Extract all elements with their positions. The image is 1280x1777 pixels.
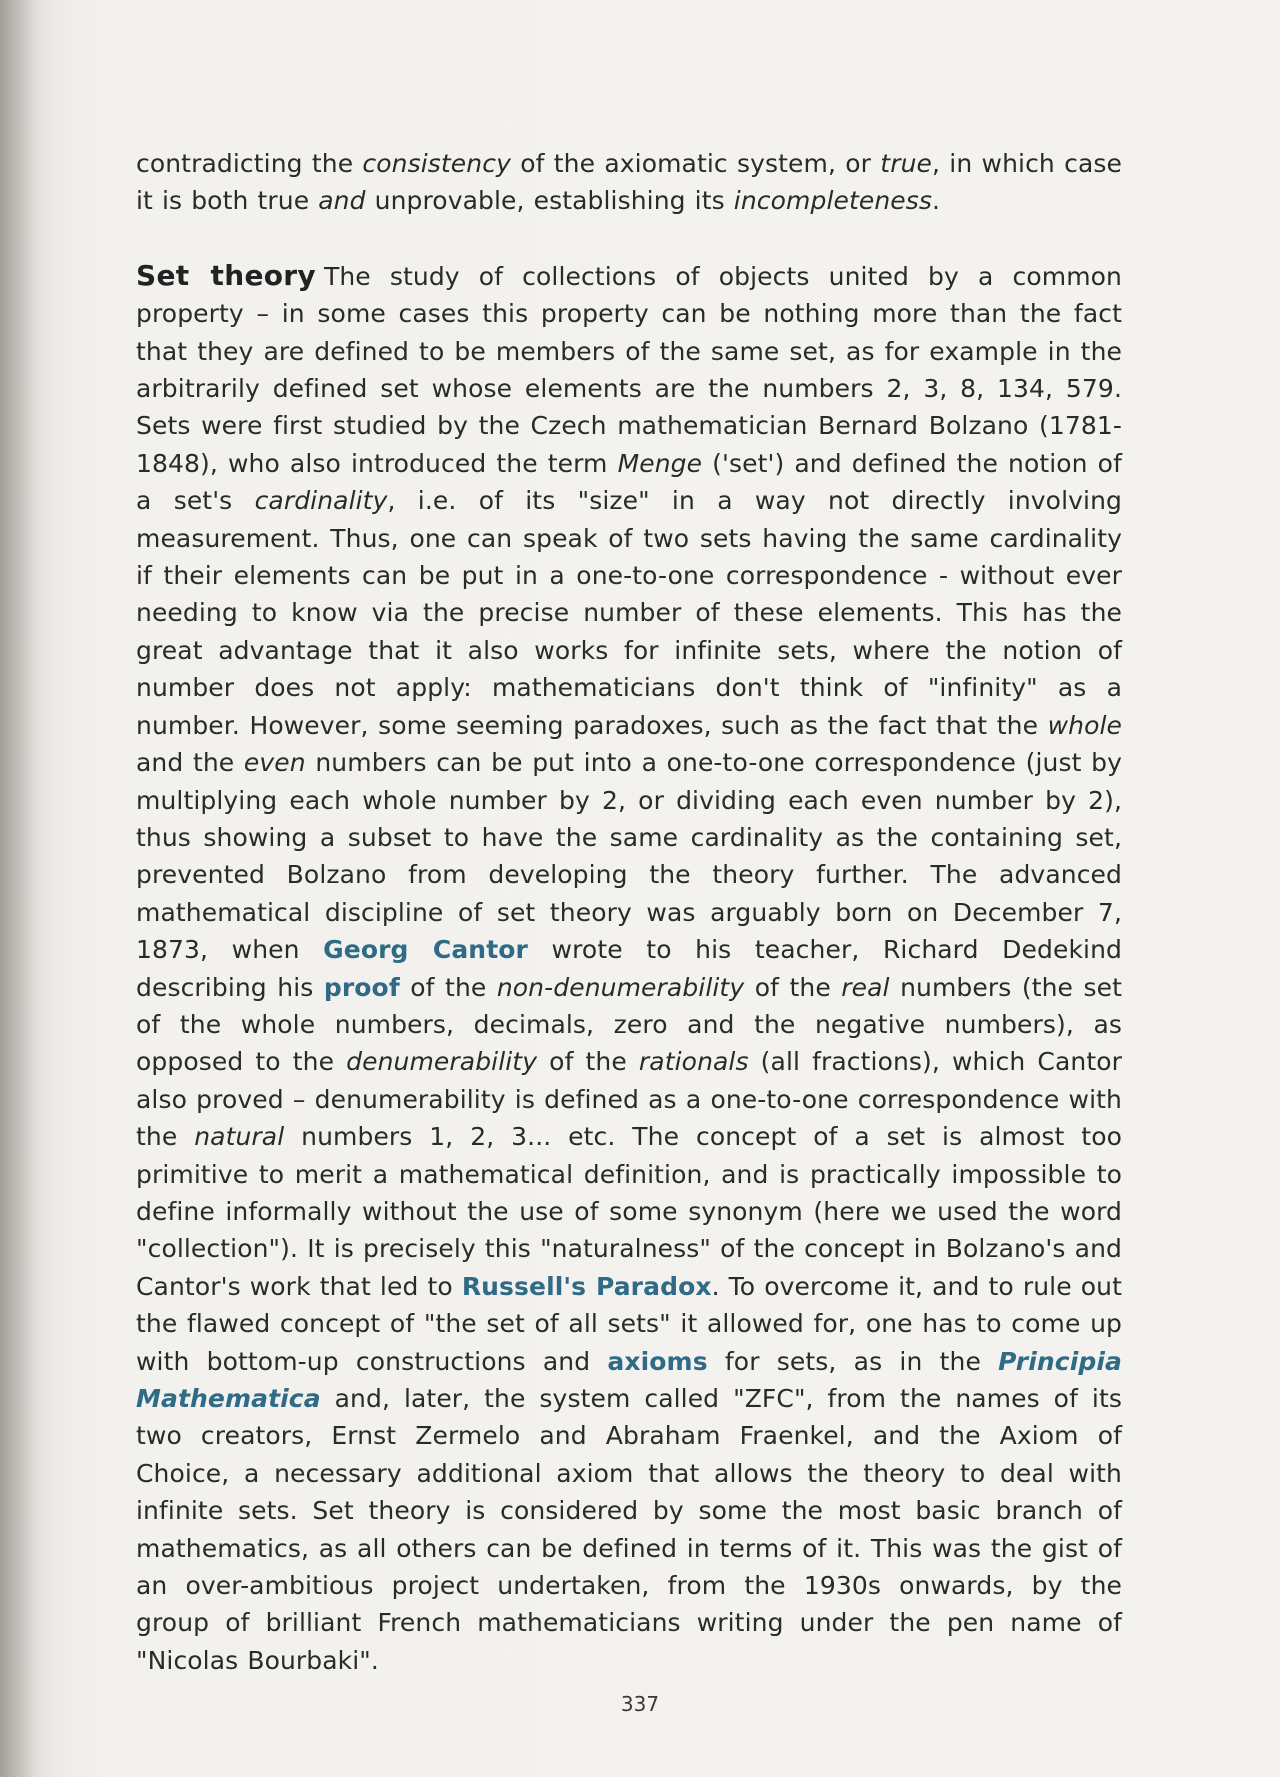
entry-text: of the <box>744 972 842 1002</box>
intro-text: unprovable, establishing its <box>365 186 734 216</box>
entry-text: , i.e. of its "size" in a way not directly involving measurement. Thus, one can speak of two sets having the same cardinality if their elements can be put in a one-to-one correspondence - without ever needing to know via the precise number of these elements. This has the great advantage that it also works for infinite sets, where the notion of number does not apply: mathematicians don't think of "infinity" as a number. However, some seeming paradoxes, such as the fact that the <box>136 486 1122 740</box>
intro-text: contradicting the <box>136 149 363 178</box>
intro-paragraph <box>136 145 1122 220</box>
intro-text: of the axiomatic system, or <box>510 149 881 178</box>
entry-text: and, later, the system called "ZFC", from the names of its two creators, Ernst Zermelo and Abraham Fraenkel, and the Axiom of Choice, a necessary additional axiom that allows the theory to deal with infinite sets. Set theory is considered by some the most basic branch of mathematics, as all others can be defined in terms of it. This was the gist of an over-ambitious project undertaken, from the 1930s onwards, by the group of brilliant French mathematicians writing under the pen name of "Nicolas Bourbaki". <box>136 1384 1122 1675</box>
xref-axioms[interactable]: axioms <box>607 1346 708 1376</box>
entry-text: (all fractions), which Cantor also proved – denumerability is defined as a one-to-one correspondence with the <box>136 1047 1122 1152</box>
entry-text: for sets, as in the <box>707 1346 999 1376</box>
entry-text: wrote to his teacher, Richard Dedekind describing his <box>136 935 1122 1002</box>
entry-text: ('set') and defined the notion of a set's <box>136 448 1122 516</box>
entry-italic-denumerability: denumerability <box>346 1047 538 1077</box>
intro-italic-incompleteness: incompleteness <box>733 186 933 216</box>
intro-text: . <box>932 186 941 216</box>
entry-italic-natural: natural <box>194 1122 285 1152</box>
entry-italic-even: even <box>243 748 306 778</box>
entry-text: numbers 1, 2, 3... etc. The concept of a set is almost too primitive to merit a mathematical definition, and is practically impossible to define informally without the use of some synonym (here we used the word "collection"). It is precisely this "naturalness" of the concept in Bolzano's and Cantor's work that led to <box>136 1122 1122 1301</box>
intro-italic-and: and <box>318 186 366 216</box>
entry-italic-menge: Menge <box>617 448 703 478</box>
page-number: 337 <box>620 1692 660 1716</box>
xref-proof[interactable]: proof <box>323 972 400 1002</box>
entry-text: numbers (the set of the whole numbers, decimals, zero and the negative numbers), as opposed to the <box>136 972 1123 1077</box>
intro-text: , in which case it is both true <box>136 149 1122 216</box>
entry-text: . To overcome it, and to rule out the flawed concept of "the set of all sets" it allowed for, one has to come up with bottom-up constructions and <box>136 1271 1122 1376</box>
xref-principia-mathematica[interactable]: Principia Mathematica <box>136 1346 1122 1413</box>
entry-italic-non-denumerability: non-denumerability <box>496 972 745 1002</box>
set-theory-entry <box>136 257 1122 1679</box>
entry-italic-cardinality: cardinality <box>254 486 388 516</box>
entry-text: numbers can be put into a one-to-one correspondence (just by multiplying each whole number by 2, or dividing each even number by 2), thus showing a subset to have the same cardinality as the containing set, prevented Bolzano from developing the theory further. The advanced mathematical discipline of set theory was arguably born on December 7, 1873, when <box>136 748 1122 965</box>
entry-text: The study of collections of objects united by a common property – in some cases this property can be nothing more than the fact that they are defined to be members of the same set, as for example in the arbitrarily defined set whose elements are the numbers 2, 3, 8, 134, 579. Sets were first studied by the Czech mathematician Bernard Bolzano (1781-1848), who also introduced the term <box>136 261 1122 478</box>
binding-gutter-shadow <box>0 0 40 1777</box>
entry-term-heading: Set theory <box>136 258 316 292</box>
xref-georg-cantor[interactable]: Georg Cantor <box>323 935 528 965</box>
page-text <box>136 145 1122 1679</box>
xref-russells-paradox[interactable]: Russell's Paradox <box>461 1271 712 1301</box>
intro-italic-consistency: consistency <box>362 149 511 178</box>
entry-italic-whole: whole <box>1047 710 1122 740</box>
entry-italic-rationals: rationals <box>638 1047 749 1077</box>
entry-italic-real: real <box>841 972 890 1002</box>
entry-text: of the <box>537 1047 639 1077</box>
entry-text: and the <box>136 748 244 778</box>
entry-text: of the <box>399 972 497 1002</box>
intro-italic-true: true <box>880 149 933 178</box>
